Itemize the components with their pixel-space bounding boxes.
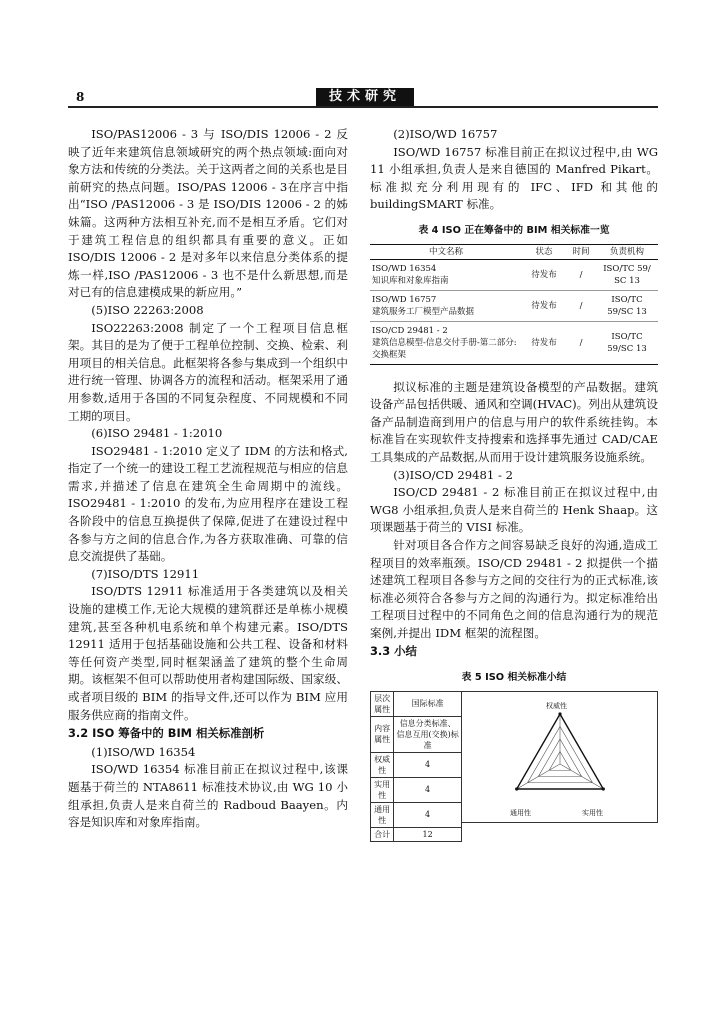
table-row: [371, 802, 462, 827]
paragraph: ISO/WD 16757 标准目前正在拟议过程中,由 WG 11 小组承担,负责人是来自德国的 Manfred Pikart。标准拟充分利用现有的 IFC、IFD 和其他的 buildingSMART 标准。: [370, 144, 658, 212]
standard-name: 建筑信息模型-信息交付手册-第二部分:交换框架: [372, 337, 517, 360]
table-cell: [370, 321, 522, 364]
table-cell: 待发布: [522, 321, 566, 364]
table-row: [370, 290, 658, 321]
section-heading: 3.2 ISO 筹备中的 BIM 相关标准剖析: [68, 726, 265, 741]
subheading: (6)ISO 29481 - 1:2010: [91, 426, 223, 441]
subheading: (7)ISO/DTS 12911: [91, 566, 200, 581]
standard-name: 建筑服务工厂模型产品数据: [372, 306, 475, 317]
table-row: [371, 691, 462, 716]
table-cell: 待发布: [522, 259, 566, 290]
table-header: 负责机构: [596, 244, 658, 259]
table5: [370, 691, 462, 842]
header-rule: [68, 106, 658, 108]
table-row: [371, 752, 462, 777]
table5-caption: 表 5 ISO 相关标准小结: [461, 672, 567, 684]
section-header: 技术研究: [316, 88, 414, 106]
paragraph: ISO/WD 16354 标准目前正在拟议过程中,该课题基于荷兰的 NTA8611 标准技术协议,由 WG 10 小组承担,负责人是来自荷兰的 Radboud Baayen。内容是知识库和对象库指南。: [68, 762, 348, 830]
radar-chart: [462, 691, 658, 823]
table-row: [370, 321, 658, 364]
table-cell: 待发布: [522, 290, 566, 321]
table4: [370, 244, 658, 365]
table-cell: ISO/TC 59/ SC 13: [596, 259, 658, 290]
page-number: 8: [76, 90, 85, 104]
table-cell: 12: [394, 827, 462, 841]
table-cell: 4: [394, 752, 462, 777]
table-cell: 权威性: [371, 752, 394, 777]
radar-axis-label: 实用性: [582, 808, 603, 817]
paragraph: ISO/DTS 12911 标准适用于各类建筑以及相关设施的建模工作,无论大规模的建筑群还是单栋小规模建筑,甚至各种机电系统和单个构建元素。ISO/DTS 12911 适用于包括基础设施和公共工程、设备和材料等任何资产类型,同时框架涵盖了建筑的整个生命周期。该框架不但可以帮助使用者构建国际级、国家级、或者项目级的 BIM 的指导文件,还可以作为 BIM 应用服务供应商的指南文件。: [68, 584, 348, 722]
table-cell: ISO/TC 59/SC 13: [596, 290, 658, 321]
table-cell: 国际标准: [394, 691, 462, 716]
subheading: (5)ISO 22263:2008: [91, 302, 204, 317]
table-cell: [370, 259, 522, 290]
section-heading: 3.3 小结: [370, 644, 417, 659]
table-cell: 4: [394, 802, 462, 827]
table-header: 时间: [566, 244, 596, 259]
table-cell: 通用性: [371, 802, 394, 827]
table-header: 状态: [522, 244, 566, 259]
table-cell: /: [566, 290, 596, 321]
table-row: [371, 716, 462, 752]
radar-axis-label: 权威性: [546, 701, 567, 710]
table-cell: /: [566, 321, 596, 364]
paragraph: 拟议标准的主题是建筑设备模型的产品数据。建筑设备产品包括供暖、通风和空调(HVAC)。列出从建筑设备产品制造商到用户的信息与用户的软件系统挂钩。本标准旨在实现软件支持搜索和选择事先通过 CAD/CAE 工具集成的产品数据,从而用于设计建筑服务设施系统。: [370, 379, 658, 464]
standard-code: ISO/WD 16354: [372, 263, 437, 274]
table-row: [370, 259, 658, 290]
radar-point: [602, 787, 605, 790]
table-cell: 内容属性: [371, 716, 394, 752]
radar-point: [515, 787, 518, 790]
paragraph: ISO29481 - 1:2010 定义了 IDM 的方法和格式,指定了一个统一的建设工程工艺流程规范与相应的信息需求,并描述了信息在建筑全生命周期中的流线。ISO29481 - 1:2010 的发布,为应用程序在建设工程各阶段中的信息互换提供了保障,促进了在建设过程中各参与方之间的信息合作,为各方获取准确、可靠的信息交流提供了基础。: [68, 443, 348, 564]
left-column: [68, 126, 348, 832]
right-column: [370, 126, 658, 839]
table-cell: 层次属性: [371, 691, 394, 716]
table4-caption: 表 4 ISO 正在筹备中的 BIM 相关标准一览: [418, 224, 610, 236]
table-cell: 实用性: [371, 777, 394, 802]
table-cell: 4: [394, 777, 462, 802]
table-header: 中文名称: [370, 244, 522, 259]
subheading: (1)ISO/WD 16354: [91, 744, 196, 759]
table-row: [371, 777, 462, 802]
radar-axis-label: 通用性: [510, 808, 531, 817]
paragraph: ISO/PAS12006 - 3 与 ISO/DIS 12006 - 2 反映了近年来建筑信息领域研究的两个热点领域:面向对象方法和传统的分类法。关于这两者之间的关系也是目前研究的热点问题。ISO/PAS 12006 - 3在序言中指出“ISO /PAS12006 - 3 是 ISO/DIS 12006 - 2 的姊妹篇。这两种方法相互补充,而不是相互矛盾。它们对于建筑工程信息的组织都具有重要的意义。正如ISO/DIS 12006 - 2 是对多年以来信息分类体系的提炼一样,ISO /PAS12006 - 3 也不是什么新思想,而是对已有的信息建模成果的新应用。”: [68, 127, 348, 300]
table5-container: [370, 691, 658, 839]
subheading: (3)ISO/CD 29481 - 2: [393, 467, 513, 482]
standard-code: ISO/CD 29481 - 2: [372, 325, 448, 336]
table-cell: 信息分类标准、信息互用(交换)标准: [394, 716, 462, 752]
standard-name: 知识库和对象库指南: [372, 275, 449, 286]
paragraph: ISO/CD 29481 - 2 标准目前正在拟议过程中,由 WG8 小组承担,负责人是来自荷兰的 Henk Shaap。这项课题基于荷兰的 VISI 标准。: [370, 485, 658, 535]
table-cell: ISO/TC 59/SC 13: [596, 321, 658, 364]
table-cell: 合计: [371, 827, 394, 841]
table-cell: /: [566, 259, 596, 290]
table-row: [371, 827, 462, 841]
paragraph: 针对项目各合作方之间容易缺乏良好的沟通,造成工程项目的效率瓶颈。ISO/CD 29481 - 2 拟提供一个描述建筑工程项目各参与方之间的交往行为的正式标准,该标准必须符合各参与方之间的沟通行为。拟定标准给出工程项目过程中的不同角色之间的信息沟通行为的规范案例,并提出 IDM 框架的流程图。: [370, 537, 658, 640]
subheading: (2)ISO/WD 16757: [393, 127, 498, 141]
standard-code: ISO/WD 16757: [372, 294, 437, 305]
table-cell: [370, 290, 522, 321]
paragraph: ISO22263:2008 制定了一个工程项目信息框架。其目的是为了便于工程单位控制、交换、检索、利用项目的相关信息。此框架将各参与集成到一个组织中进行统一管理、协调各方的流程和活动。框架采用了通用参数,适用于各国的不同复杂程度、不同规模和不同工期的项目。: [68, 320, 348, 423]
